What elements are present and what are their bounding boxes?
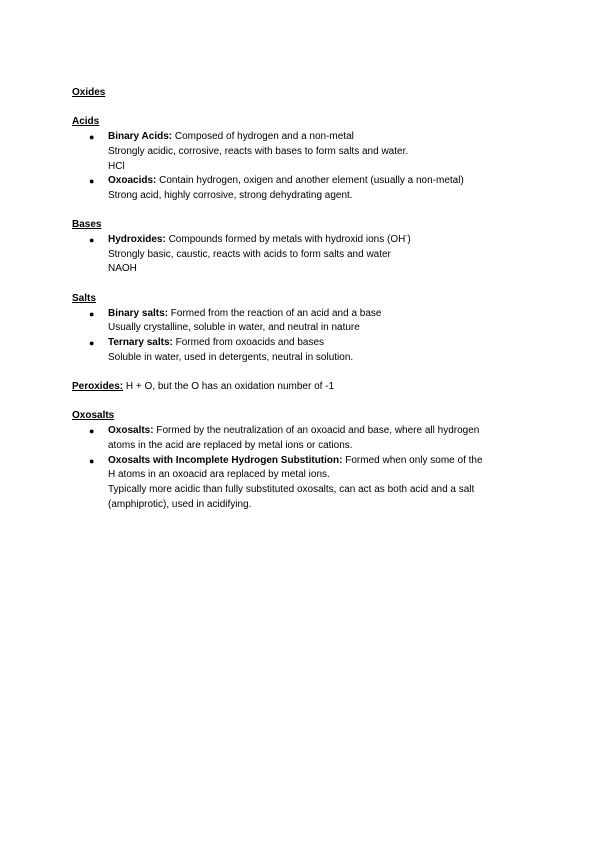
term-description: Composed of hydrogen and a non-metal bbox=[172, 131, 354, 143]
detail-line: Soluble in water, used in detergents, neutral in solution. bbox=[108, 351, 354, 363]
list-item-hydroxides bbox=[72, 233, 532, 277]
list-item-binary-salts bbox=[72, 307, 532, 336]
term-label: Oxosalts: bbox=[108, 425, 154, 437]
term-label: Binary Acids: bbox=[108, 131, 173, 143]
term-label: Hydroxides: bbox=[108, 234, 166, 245]
superscript-charge: - bbox=[405, 233, 408, 240]
list-item-oxoacids bbox=[72, 174, 532, 203]
salts-heading: Salts bbox=[72, 292, 96, 304]
term-description: Contain hydrogen, oxigen and another element (usually a non-metal) bbox=[156, 175, 464, 187]
list-item-oxosalts bbox=[72, 424, 532, 453]
detail-line: Strong acid, highly corrosive, strong dehydrating agent. bbox=[108, 189, 353, 201]
bullet-icon: ● bbox=[89, 426, 95, 437]
acids-heading: Acids bbox=[72, 116, 100, 128]
list-item-binary-acids bbox=[72, 130, 532, 174]
term-description: Formed from the reaction of an acid and a base bbox=[168, 307, 382, 319]
detail-line: atoms in the acid are replaced by metal ions or cations. bbox=[108, 439, 353, 451]
salts-section bbox=[72, 292, 532, 366]
term-label: Oxosalts with Incomplete Hydrogen Substitution: bbox=[108, 454, 343, 466]
term-description: Formed by the neutralization of an oxoacid and base, where all hydrogen bbox=[153, 425, 480, 437]
term-description: Compounds formed by metals with hydroxid ions (OH bbox=[165, 234, 406, 245]
term-label: Binary salts: bbox=[108, 307, 169, 319]
term-description: Formed when only some of the bbox=[342, 454, 483, 466]
term-description-end: ) bbox=[407, 234, 411, 245]
oxosalts-list bbox=[72, 424, 532, 512]
detail-line: H atoms in an oxoacid ara replaced by metal ions. bbox=[108, 469, 330, 481]
salts-list bbox=[72, 307, 532, 366]
list-item-ternary-salts bbox=[72, 336, 532, 365]
acids-list bbox=[72, 130, 532, 204]
detail-line: Usually crystalline, soluble in water, and neutral in nature bbox=[108, 322, 360, 334]
detail-line: Strongly basic, caustic, reacts with acids to form salts and water bbox=[108, 248, 391, 260]
document-title: Oxides bbox=[72, 87, 106, 98]
bases-section bbox=[72, 218, 532, 277]
detail-line: Strongly acidic, corrosive, reacts with bases to form salts and water. bbox=[108, 145, 409, 157]
bullet-icon: ● bbox=[89, 176, 95, 187]
bullet-icon: ● bbox=[89, 308, 95, 319]
term-label: Ternary salts: bbox=[108, 336, 173, 348]
peroxides-text: H + O, but the O has an oxidation number of -1 bbox=[123, 381, 335, 392]
term-description: Formed from oxoacids and bases bbox=[172, 336, 325, 348]
oxosalts-section bbox=[72, 409, 532, 512]
bullet-icon: ● bbox=[89, 455, 95, 466]
oxosalts-heading: Oxosalts bbox=[72, 410, 115, 422]
bullet-icon: ● bbox=[89, 235, 95, 245]
term-label: Oxoacids: bbox=[108, 175, 157, 187]
bullet-icon: ● bbox=[89, 132, 95, 143]
peroxides-section bbox=[72, 380, 532, 395]
bases-heading: Bases bbox=[72, 219, 102, 231]
list-item-oxosalts-incomplete bbox=[72, 454, 532, 513]
bases-list bbox=[72, 233, 532, 277]
document-page bbox=[72, 86, 532, 527]
example-line: HCl bbox=[108, 160, 125, 172]
peroxides-heading: Peroxides: bbox=[72, 381, 124, 392]
document-title-block bbox=[72, 86, 532, 101]
detail-line: (amphiprotic), used in acidifying. bbox=[108, 498, 252, 510]
detail-line: Typically more acidic than fully substituted oxosalts, can act as both acid and a salt bbox=[108, 483, 475, 495]
example-line: NAOH bbox=[108, 263, 137, 275]
acids-section bbox=[72, 115, 532, 203]
bullet-icon: ● bbox=[89, 337, 95, 348]
